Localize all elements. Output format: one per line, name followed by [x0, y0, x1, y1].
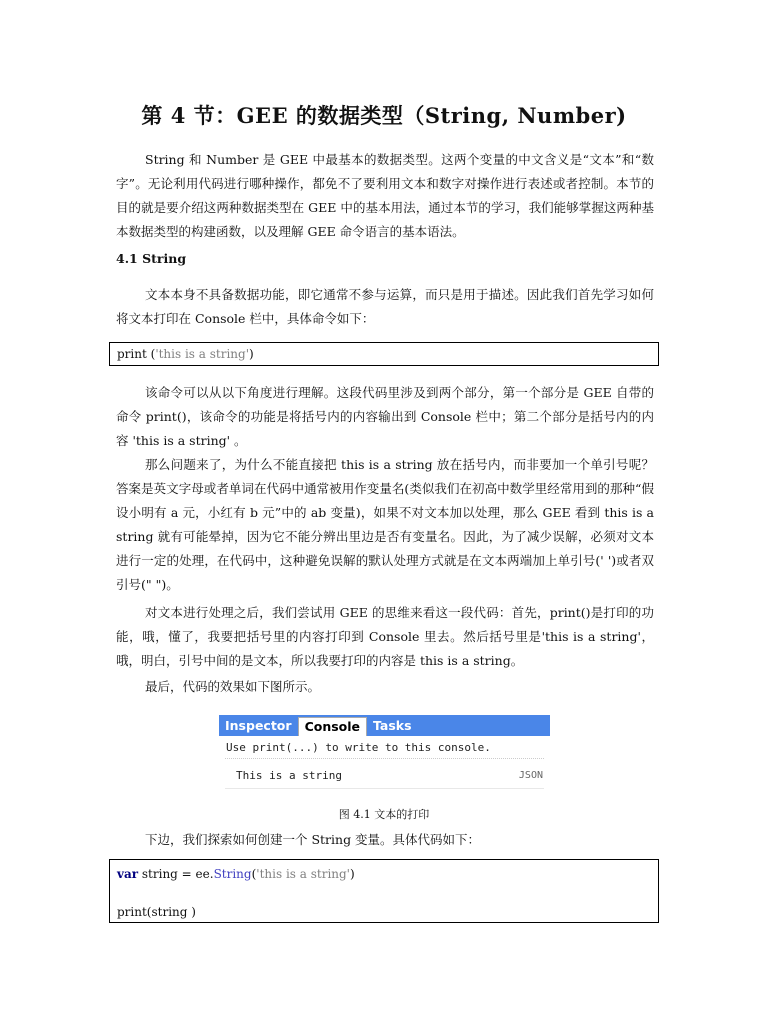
code-fn: print (	[117, 347, 156, 361]
code-class: String	[213, 867, 252, 881]
json-link[interactable]: JSON	[518, 770, 543, 781]
tab-console[interactable]: Console	[298, 717, 367, 736]
code-text: string = ee.	[138, 867, 214, 881]
code-string: 'this is a string'	[256, 867, 350, 881]
paragraph-gee-thinking: 对文本进行处理之后，我们尝试用 GEE 的思维来看这一段代码：首先，print()是打印的功能，哦，懂了，我要把括号里的内容打印到 Console 里去。然后括号里是'this is a string'，哦，明白，引号中间的是文本，所以我要打印的内容是 this is a string。	[116, 605, 654, 668]
subsection-heading: 4.1 String	[116, 251, 187, 266]
paragraph-quotes: 那么问题来了，为什么不能直接把 this is a string 放在括号内，而非要加一个单引号呢？答案是英文字母或者单词在代码中通常被用作变量名(类似我们在初高中数学里经常用到的那种“假设小明有 a 元，小红有 b 元”中的 ab 变量)，如果不对文本加以处理，那么 GEE 看到 this is a string 就有可能晕掉，因为它不能分辨出里边是否有变量名。因此，为了减少误解，必须对文本进行一定的处理，在代码中，这种避免误解的默认处理方式就是在文本两端加上单引号(' ')或者双引号(" ")。	[116, 457, 654, 592]
tab-tasks[interactable]: Tasks	[373, 718, 412, 733]
console-tabbar	[219, 715, 550, 736]
section-title: 第 4 节：GEE 的数据类型（String, Number)	[141, 103, 627, 128]
paragraph-explanation: 该命令可以从以下角度进行理解。这段代码里涉及到两个部分，第一个部分是 GEE 自带的命令 print()，该命令的功能是将括号内的内容输出到 Console 栏中；第二个部分是括号内的内容 'this is a string' 。	[116, 385, 654, 448]
code-block-string-var	[109, 859, 659, 923]
console-output-line: This is a string	[236, 769, 342, 782]
code-open: (	[251, 867, 257, 881]
paragraph-print-intro: 文本本身不具备数据功能，即它通常不参与运算，而只是用于描述。因此我们首先学习如何将文本打印在 Console 栏中，具体命令如下：	[116, 287, 654, 326]
code-string: 'this is a string'	[155, 347, 250, 361]
code-line	[117, 345, 651, 364]
code-keyword: var	[117, 867, 139, 881]
code-line-print: print(string )	[117, 905, 196, 919]
figure-caption: 图 4.1 文本的打印	[338, 808, 430, 821]
code-line	[117, 884, 651, 903]
console-screenshot	[219, 715, 550, 793]
console-hint: Use print(...) to write to this console.	[226, 741, 491, 754]
paragraph-result: 最后，代码的效果如下图所示。	[145, 679, 321, 694]
code-block-print	[109, 342, 659, 366]
paragraph-string-var: 下边，我们探索如何创建一个 String 变量。具体代码如下：	[145, 832, 481, 847]
divider	[225, 758, 544, 759]
tab-inspector[interactable]: Inspector	[225, 718, 292, 733]
code-close: )	[349, 867, 355, 881]
intro-paragraph: String 和 Number 是 GEE 中最基本的数据类型。这两个变量的中文含义是“文本”和“数字”。无论利用代码进行哪种操作，都免不了要利用文本和数字对操作进行表述或者控制。本节的目的就是要介绍这两种数据类型在 GEE 中的基本用法，通过本节的学习，我们能够掌握这两种基本数据类型的构建函数，以及理解 GEE 命令语言的基本语法。	[116, 152, 654, 239]
divider	[225, 788, 544, 789]
code-close: )	[249, 347, 254, 361]
code-line	[117, 865, 651, 884]
